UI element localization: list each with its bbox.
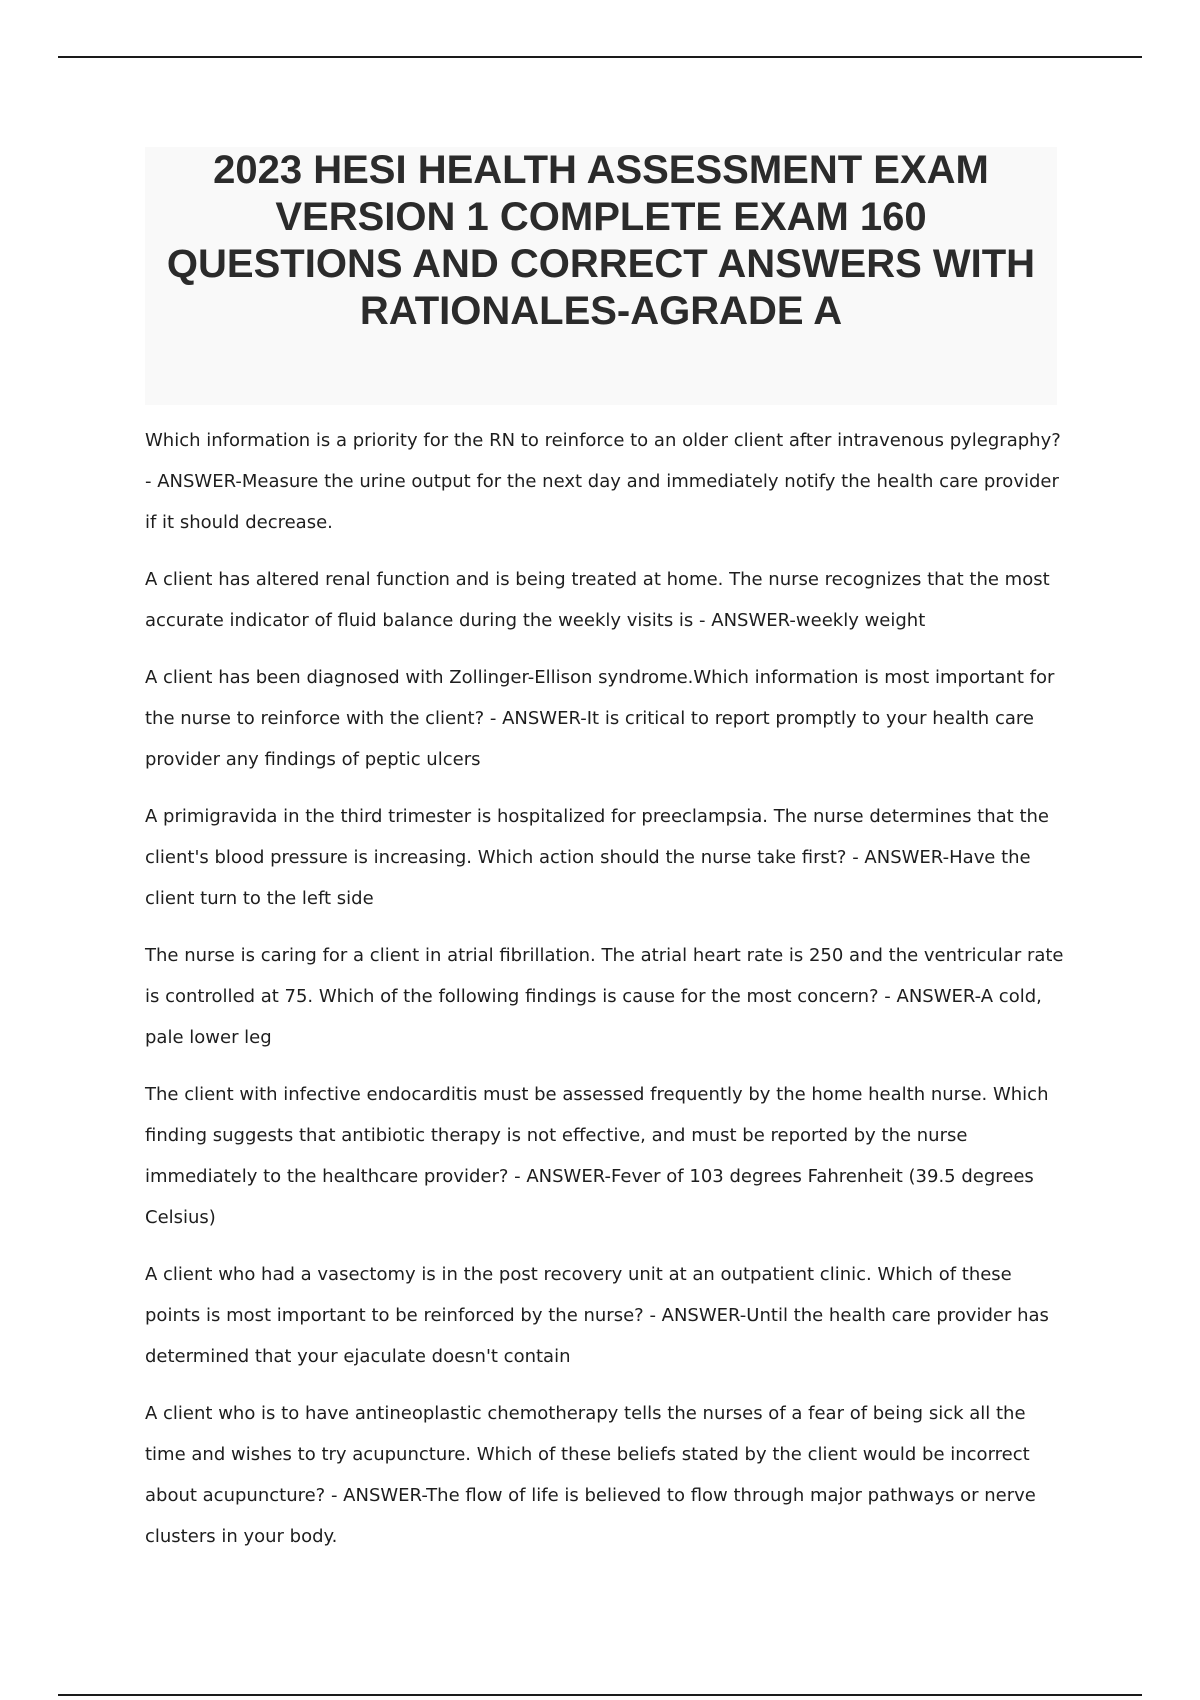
question-list bbox=[145, 420, 1065, 1573]
document-title bbox=[145, 147, 1057, 335]
question-answer-2: A client has altered renal function and is being treated at home. The nurse recognizes that the most accurate indicator of fluid balance during the weekly visits is - ANSWER-weekly weight bbox=[145, 569, 1050, 631]
question-answer-6: The client with infective endocarditis must be assessed frequently by the home health nurse. Which finding suggests that antibiotic therapy is not effective, and must be reported by the nurse immediately to the healthcare provider? - ANSWER-Fever of 103 degrees Fahrenheit (39.5 degrees Celsius) bbox=[145, 1084, 1049, 1228]
title-line-2: VERSION 1 COMPLETE EXAM 160 bbox=[275, 195, 927, 239]
question-answer-5: The nurse is caring for a client in atrial fibrillation. The atrial heart rate is 250 and the ventricular rate is controlled at 75. Which of the following findings is cause for the most concern? - ANSWER-A cold, pale lower leg bbox=[145, 945, 1064, 1048]
title-box bbox=[145, 147, 1057, 405]
question-answer-1: Which information is a priority for the RN to reinforce to an older client after intravenous pylegraphy? - ANSWER-Measure the urine output for the next day and immediately notify the health care provider if it should decrease. bbox=[145, 430, 1061, 533]
question-answer-8: A client who is to have antineoplastic chemotherapy tells the nurses of a fear of being sick all the time and wishes to try acupuncture. Which of these beliefs stated by the client would be incorrect about acupuncture? - ANSWER-The flow of life is believed to flow through major pathways or nerve clusters in your body. bbox=[145, 1403, 1036, 1547]
title-line-4: RATIONALES-AGRADE A bbox=[359, 289, 843, 333]
question-answer-4: A primigravida in the third trimester is hospitalized for preeclampsia. The nurse determines that the client's blood pressure is increasing. Which action should the nurse take first? - ANSWER-Have the client turn to the left side bbox=[145, 806, 1049, 909]
title-line-1: 2023 HESI HEALTH ASSESSMENT EXAM bbox=[213, 148, 989, 192]
title-line-3: QUESTIONS AND CORRECT ANSWERS WITH bbox=[166, 242, 1036, 286]
bottom-rule bbox=[58, 1694, 1142, 1696]
question-answer-7: A client who had a vasectomy is in the post recovery unit at an outpatient clinic. Which of these points is most important to be reinforced by the nurse? - ANSWER-Until the health care provider has determined that your ejaculate doesn't contain bbox=[145, 1264, 1049, 1367]
top-rule bbox=[58, 56, 1142, 58]
question-answer-3: A client has been diagnosed with Zollinger-Ellison syndrome.Which information is most important for the nurse to reinforce with the client? - ANSWER-It is critical to report promptly to your health care provider any findings of peptic ulcers bbox=[145, 667, 1055, 770]
